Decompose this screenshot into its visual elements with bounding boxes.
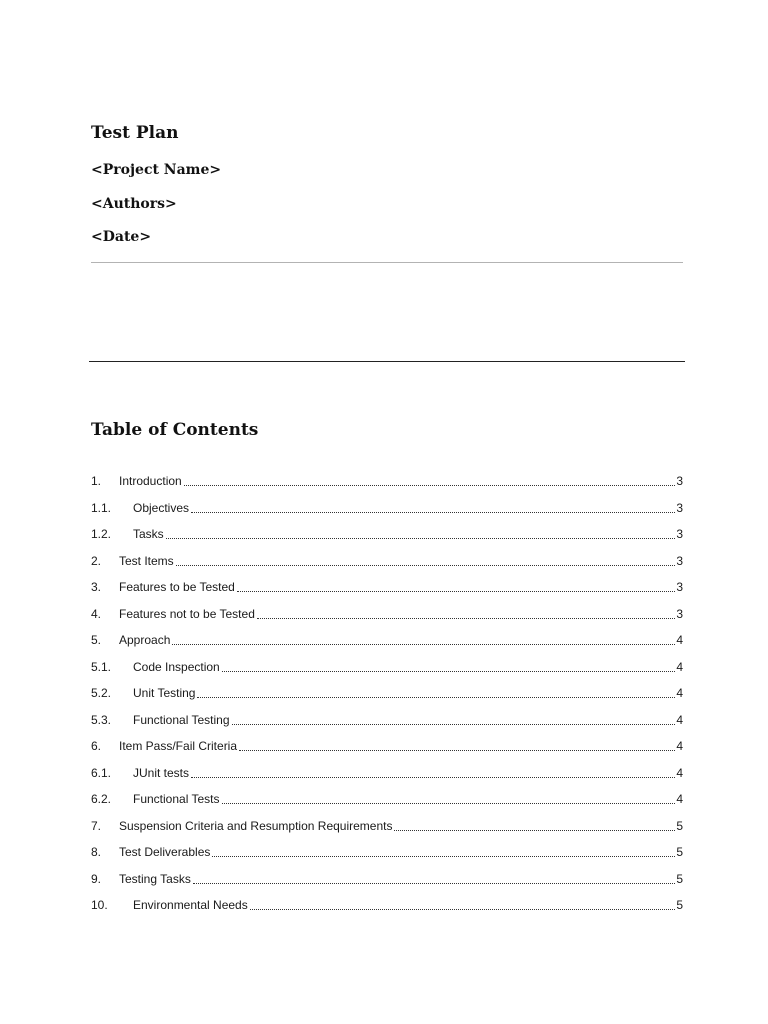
toc-entry-title: Tasks (133, 527, 164, 542)
toc-entry-page: 5 (676, 818, 683, 833)
toc-entry-page: 4 (676, 659, 683, 674)
toc-dot-leader (239, 739, 675, 753)
toc-entry-title: Features to be Tested (119, 580, 235, 595)
toc-entry-title: Functional Tests (133, 792, 220, 807)
toc-entry-page: 3 (676, 474, 683, 489)
toc-entry-page: 5 (676, 845, 683, 860)
toc-dot-leader (191, 766, 675, 780)
toc-dot-leader (166, 527, 676, 541)
toc-dot-leader (222, 792, 676, 806)
toc-entry[interactable] (91, 468, 683, 495)
toc-entry-number: 2. (91, 553, 102, 568)
toc-dot-leader (193, 872, 676, 886)
toc-entry-page: 4 (676, 686, 683, 701)
document-date: <Date> (91, 229, 152, 245)
toc-entry-title: Test Deliverables (119, 845, 211, 860)
toc-entry-title: JUnit tests (133, 765, 190, 780)
toc-entry-number: 6. (91, 739, 102, 754)
toc-dot-leader (176, 554, 676, 568)
toc-dot-leader (250, 898, 676, 912)
toc-entry-page: 5 (676, 871, 683, 886)
toc-entry-page: 5 (676, 898, 683, 913)
header-divider (91, 262, 683, 263)
toc-entry-number: 1.2. (91, 527, 112, 542)
toc-entry-title: Unit Testing (133, 686, 196, 701)
toc-entry[interactable] (91, 601, 683, 628)
toc-dot-leader (257, 607, 675, 621)
toc-dot-leader (212, 845, 675, 859)
toc-entry[interactable] (91, 521, 683, 548)
toc-entry-title: Objectives (133, 500, 190, 515)
toc-entry-number: 5. (91, 633, 102, 648)
toc-entry[interactable] (91, 733, 683, 760)
toc-dot-leader (222, 660, 676, 674)
toc-entry[interactable] (91, 813, 683, 840)
toc-entry-page: 4 (676, 739, 683, 754)
toc-entry[interactable] (91, 786, 683, 813)
toc-heading: Table of Contents (91, 420, 259, 440)
table-of-contents (91, 468, 683, 919)
toc-entry-page: 3 (676, 553, 683, 568)
toc-dot-leader (232, 713, 676, 727)
toc-entry-number: 9. (91, 871, 102, 886)
toc-entry[interactable] (91, 548, 683, 575)
toc-entry-title: Functional Testing (133, 712, 230, 727)
toc-entry-number: 8. (91, 845, 102, 860)
toc-entry-number: 3. (91, 580, 102, 595)
toc-entry-number: 10. (91, 898, 108, 913)
toc-entry-title: Test Items (119, 553, 174, 568)
toc-entry[interactable] (91, 707, 683, 734)
toc-entry-title: Suspension Criteria and Resumption Requirements (119, 818, 393, 833)
toc-entry-page: 4 (676, 633, 683, 648)
toc-entry-number: 4. (91, 606, 102, 621)
toc-entry[interactable] (91, 760, 683, 787)
toc-entry-number: 1.1. (91, 500, 112, 515)
toc-entry[interactable] (91, 892, 683, 919)
toc-dot-leader (191, 501, 675, 515)
project-name: <Project Name> (91, 162, 222, 178)
authors: <Authors> (91, 196, 177, 212)
document-title: Test Plan (91, 123, 179, 143)
toc-entry[interactable] (91, 680, 683, 707)
toc-entry-title: Features not to be Tested (119, 606, 255, 621)
toc-entry[interactable] (91, 866, 683, 893)
toc-entry-number: 7. (91, 818, 102, 833)
toc-entry-title: Approach (119, 633, 171, 648)
toc-entry[interactable] (91, 495, 683, 522)
toc-entry[interactable] (91, 627, 683, 654)
toc-entry-title: Code Inspection (133, 659, 220, 674)
toc-entry-number: 1. (91, 474, 102, 489)
toc-entry[interactable] (91, 839, 683, 866)
toc-entry-title: Testing Tasks (119, 871, 191, 886)
toc-dot-leader (172, 633, 675, 647)
toc-entry-page: 3 (676, 580, 683, 595)
toc-entry-page: 3 (676, 606, 683, 621)
toc-entry-number: 5.3. (91, 712, 112, 727)
toc-dot-leader (184, 474, 676, 488)
toc-dot-leader (237, 580, 675, 594)
toc-entry-page: 3 (676, 527, 683, 542)
toc-dot-leader (394, 819, 675, 833)
toc-entry[interactable] (91, 654, 683, 681)
toc-entry-page: 3 (676, 500, 683, 515)
toc-entry-page: 4 (676, 792, 683, 807)
toc-entry-title: Item Pass/Fail Criteria (119, 739, 238, 754)
section-divider (89, 361, 685, 362)
toc-entry-number: 6.2. (91, 792, 112, 807)
toc-entry-number: 5.1. (91, 659, 112, 674)
toc-entry-number: 5.2. (91, 686, 112, 701)
toc-entry-number: 6.1. (91, 765, 112, 780)
toc-entry-page: 4 (676, 712, 683, 727)
toc-entry-page: 4 (676, 765, 683, 780)
toc-dot-leader (197, 686, 675, 700)
toc-entry-title: Introduction (119, 474, 182, 489)
toc-entry-title: Environmental Needs (133, 898, 248, 913)
toc-entry[interactable] (91, 574, 683, 601)
